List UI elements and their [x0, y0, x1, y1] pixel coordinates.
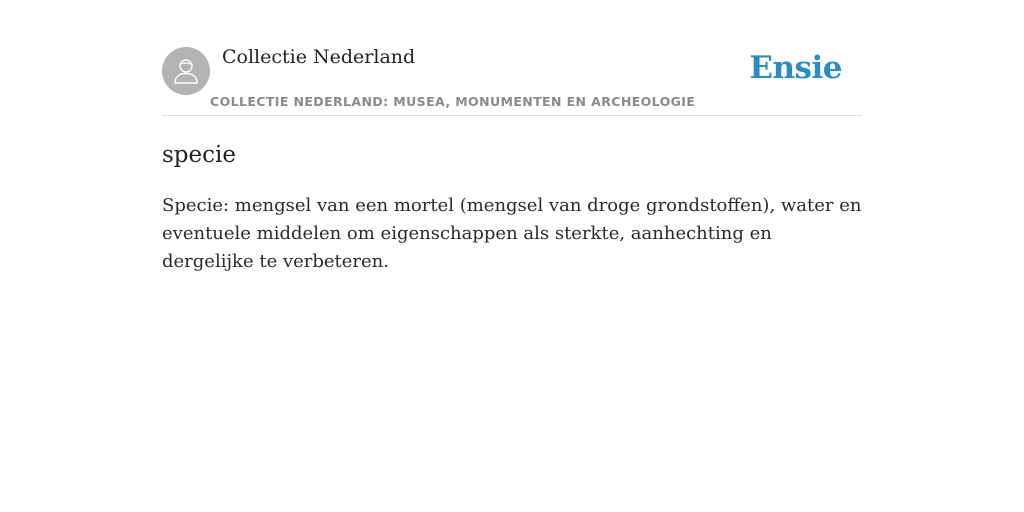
author-name[interactable]: Collectie Nederland — [222, 46, 416, 68]
entry-card — [162, 40, 862, 276]
avatar[interactable] — [162, 47, 210, 95]
source-label[interactable]: COLLECTIE NEDERLAND: MUSEA, MONUMENTEN EN ARCHEOLOGIE — [210, 94, 696, 109]
entry-definition: Specie: mengsel van een mortel (mengsel van droge grondstoffen), water en eventuele middelen om eigenschappen als sterkte, aanhechting en dergelijke te verbeteren. — [162, 195, 862, 272]
brand-logo[interactable]: Ensie — [749, 50, 842, 86]
entry-header — [162, 40, 862, 116]
user-icon — [171, 56, 201, 86]
entry-term: specie — [162, 142, 236, 168]
